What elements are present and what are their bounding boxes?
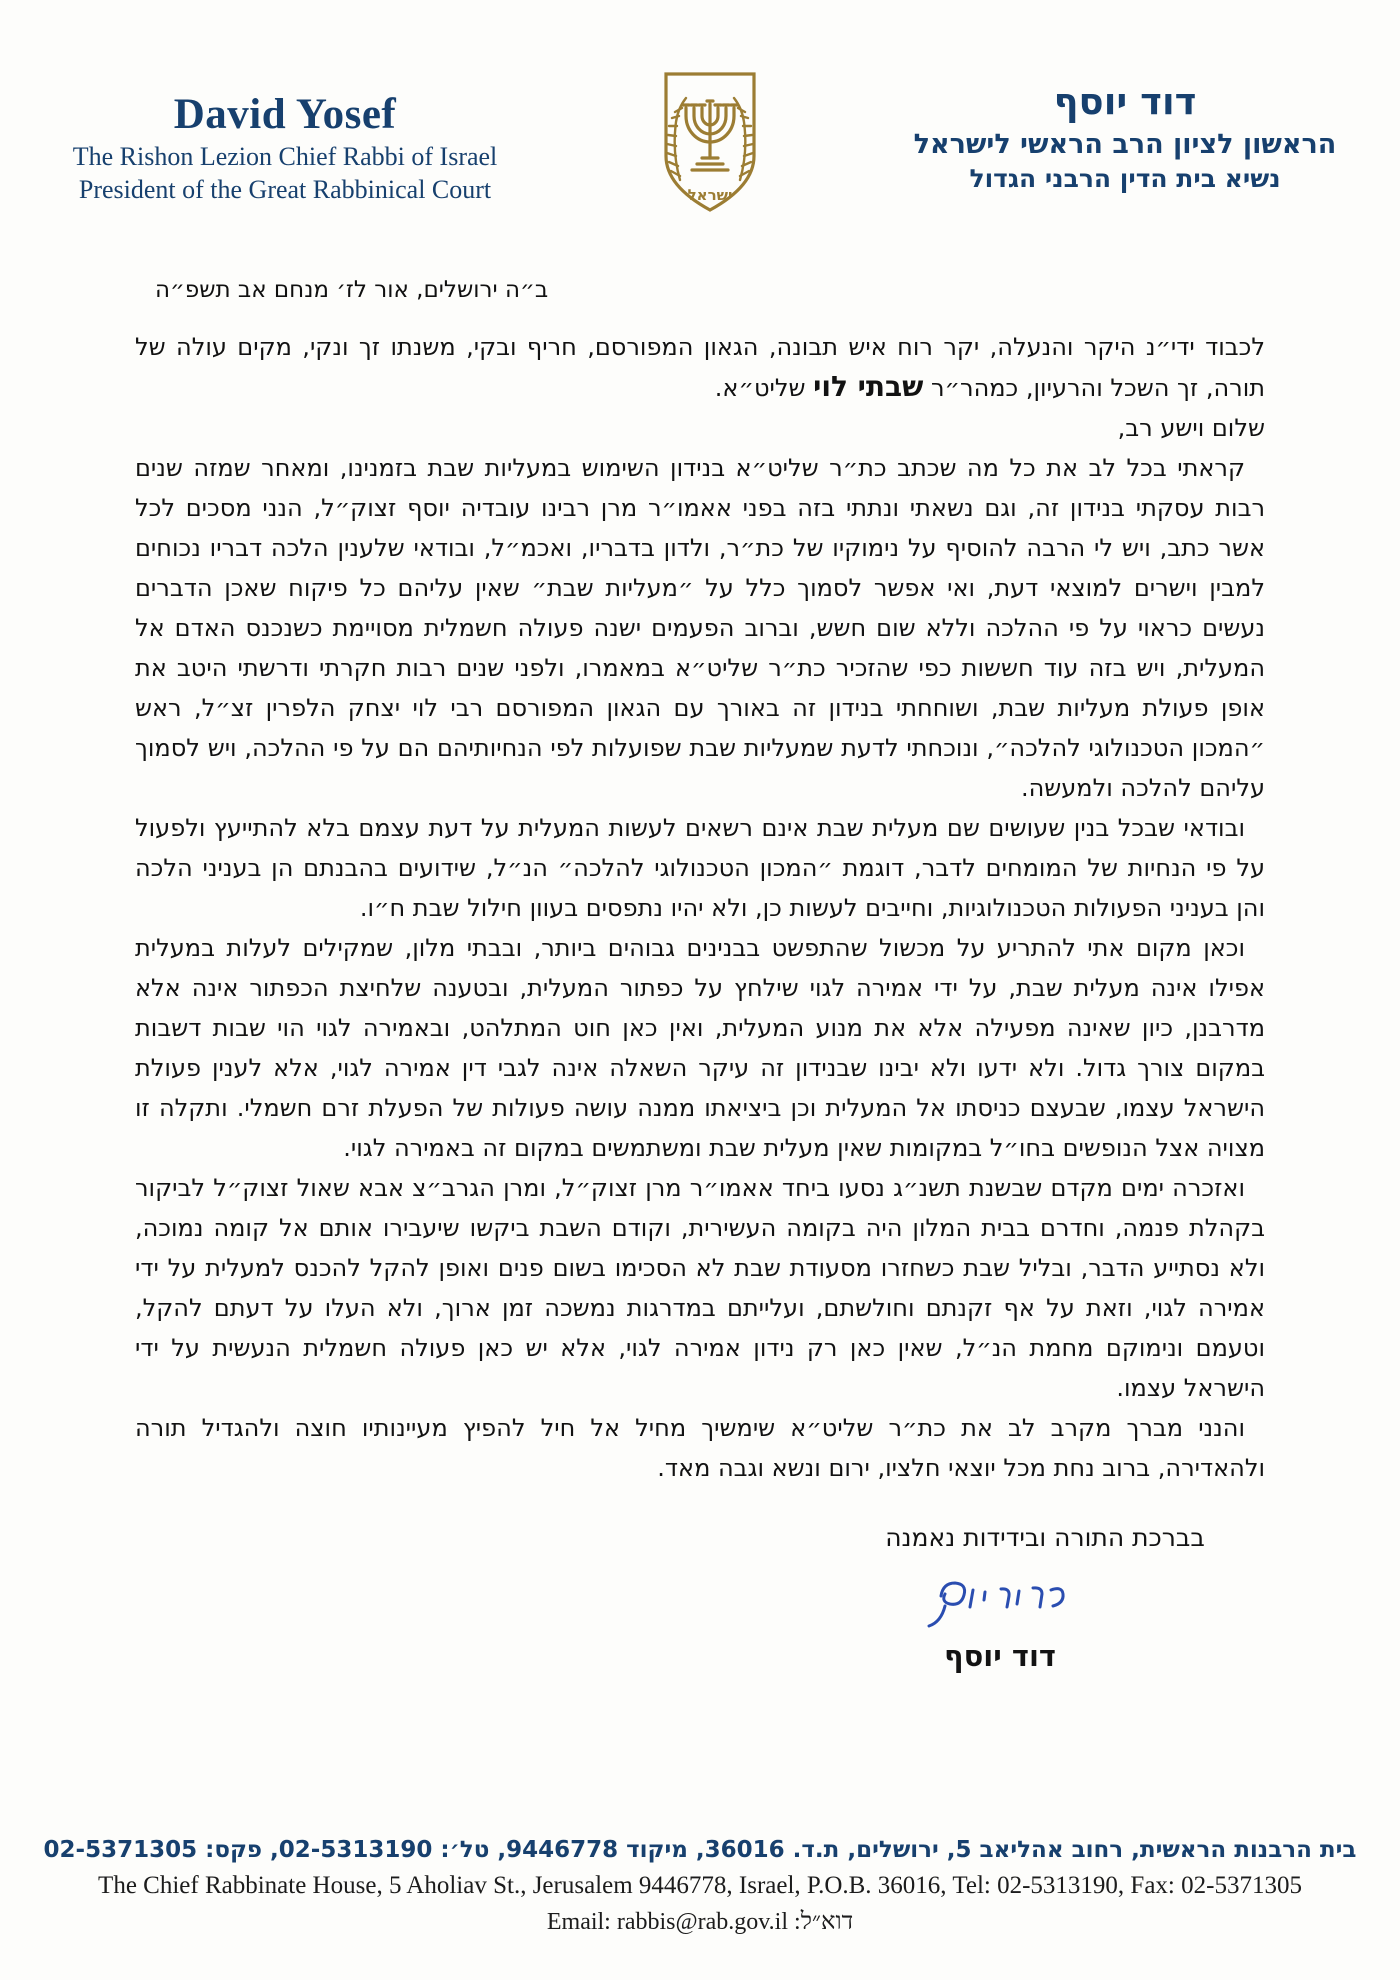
- greeting-line: שלום וישע רב,: [1117, 414, 1265, 442]
- body-paragraph: וכאן מקום אתי להתריע על מכשול שהתפשט בבנינים גבוהים ביותר, ובבתי מלון, שמקילים לעלות במעלית אפילו אינה מעלית שבת, על ידי אמירה לגוי שילחץ על כפתור המעלית, ובטענה שלחיצת הכפתור אינה אלא מדרבנן, כיון שאינה מפעילה אלא את מנוע המעלית, ואין כאן חוט המתלהט, ובאמירה לגוי הוי שבות דשבות במקום צורך גדול. ולא ידעו ולא יבינו שבנידון זה עיקר השאלה אינה לגבי דין אמירה לגוי, אלא לענין פעולת הישראל עצמו, שבעצם כניסתו אל המעלית וכן ביציאתו ממנה עושה פעולות של הפעלת זרם חשמלי. ותקלה זו מצויה אצל הנופשים בחו״ל במקומות שאין מעלית שבת ומשתמשים במקום זה באמירה לגוי.: [135, 934, 1265, 1162]
- closing-block: [825, 1518, 1265, 1676]
- email-address: rabbis@rab.gov.il: [616, 1909, 789, 1935]
- sender-name-hebrew: דוד יוסף: [1053, 80, 1197, 123]
- closing-blessing: בברכת התורה ובידידות נאמנה: [885, 1523, 1205, 1552]
- letterhead: [0, 0, 1400, 223]
- addressee-name: שבתי לוי: [813, 370, 924, 403]
- footer-address-hebrew: בית הרבנות הראשית, רחוב אהליאב 5, ירושלים, ת.ד. 36016, מיקוד 9446778, טל׳: 02-5313190, פקס: 02-5371305: [43, 1837, 1357, 1863]
- body-paragraphs: [135, 448, 1265, 1488]
- date-line: ב״ה ירושלים, אור לז׳ מנחם אב תשפ״ה: [155, 277, 549, 303]
- israel-state-emblem-icon: [510, 64, 910, 223]
- sender-block-english: [60, 90, 510, 205]
- email-label-english: Email:: [546, 1909, 611, 1935]
- body-paragraph: ובודאי שבכל בנין שעושים שם מעלית שבת אינם רשאים לעשות המעלית על דעת עצמם בלא להתייעץ ולפעול על פי הנחיות של המומחים לדבר, דוגמת ״המכון הטכנולוגי להלכה״ הנ״ל, שידועים בהבנתם הן בעניני הלכה והן בעניני הפעולות הטכנולוגיות, וחייבים לעשות כן, ולא יהיו נתפסים בעוון חילול שבת ח״ו.: [135, 814, 1265, 922]
- email-label-hebrew: דוא״ל:: [794, 1909, 854, 1935]
- sender-title-english-1: The Rishon Lezion Chief Rabbi of Israel: [72, 142, 498, 171]
- letter-body: [135, 327, 1265, 1676]
- footer-email-line: [0, 1909, 1400, 1936]
- sender-title-english-2: President of the Great Rabbinical Court: [78, 175, 492, 204]
- signer-name: דוד יוסף: [944, 1639, 1056, 1673]
- body-paragraph: ואזכרה ימים מקדם שבשנת תשנ״ג נסעו ביחד אאמו״ר מרן זצוק״ל, ומרן הגרב״צ אבא שאול זצוק״ל לביקור בקהלת פנמה, וחדרם בבית המלון היה בקומה העשירית, וקודם השבת ביקשו שיעבירו אותם אל קומה נמוכה, ולא נסתייע הדבר, ובליל שבת כשחזרו מסעודת שבת לא הסכימו בשום פנים ואופן להקל להכנס למעלית על ידי אמירה לגוי, וזאת על אף זקנתם וחולשתם, ועלייתם במדרגות נמשכה זמן ארוך, ולא העלו על דעתם להקל, וטעמם ונימוקם מחמת הנ״ל, שאין כאן רק נידון אמירה לגוי, אלא יש כאן פעולה חשמלית הנעשית על ידי הישראל עצמו.: [135, 1174, 1265, 1402]
- sender-title-hebrew-2: נשיא בית הדין הרבני הגדול: [969, 164, 1281, 193]
- email-line-english: [547, 1909, 788, 1935]
- body-paragraph: קראתי בכל לב את כל מה שכתב כת״ר שליט״א בנידון השימוש במעליות שבת בזמנינו, ומאחר שמזה שנים רבות עסקתי בנידון זה, וגם נשאתי ונתתי בזה בפני אאמו״ר מרן רבינו עובדיה יוסף זצוק״ל, הנני מסכים לכל אשר כתב, ויש לי הרבה להוסיף על נימוקיו של כת״ר, ולדון בדבריו, ואכמ״ל, ובודאי שלענין הלכה דבריו נכוחים למבין וישרים למוצאי דעת, ואי אפשר לסמוך כלל על ״מעליות שבת״ שאין עליהם כל פיקוח שאכן הדברים נעשים כראוי על פי ההלכה וללא שום חשש, וברוב הפעמים ישנה פעולה חשמלית מסויימת כשנכנס האדם אל המעלית, ויש בזה עוד חששות כפי שהזכיר כת״ר שליט״א במאמרו, ולפני שנים רבות חקרתי ודרשתי היטב את אופן פעולת מעליות שבת, ושוחחתי בנידון זה באורך עם הגאון המפורסם רבי לוי יצחק הלפרין זצ״ל, ראש ״המכון הטכנולוגי להלכה״, ונוכחתי לדעת שמעליות שבת שפועלות לפי הנחיותיהם הם על פי ההלכה, ויש לסמוך עליהם להלכה ולמעשה.: [135, 454, 1265, 802]
- sender-name-english: David Yosef: [173, 91, 397, 138]
- salutation-suffix: שליט״א.: [714, 374, 814, 402]
- footer: [0, 1837, 1400, 1936]
- salutation: [135, 327, 1265, 408]
- salutation-text: לכבוד ידי״נ היקר והנעלה, יקר רוח איש תבונה, הגאון המפורסם, חריף ובקי, משנתו זך ונקי, מקים עולה של תורה, זך השכל והרעיון, כמהר״ר: [135, 333, 1265, 402]
- emblem-israel-label: ישראל: [687, 186, 733, 204]
- sender-title-hebrew-1: הראשון לציון הרב הראשי לישראל: [913, 129, 1337, 160]
- handwritten-signature: [913, 1564, 1088, 1634]
- signature-column: [885, 1564, 1115, 1676]
- footer-address-english: The Chief Rabbinate House, 5 Aholiav St., Jerusalem 9446778, Israel, P.O.B. 36016, Tel: 02-5313190, Fax: 02-5371305: [98, 1872, 1302, 1899]
- body-paragraph: והנני מברך מקרב לב את כת״ר שליט״א שימשיך מחיל אל חיל להפיץ מעיינותיו חוצה ולהגדיל תורה ולהאדירה, ברוב נחת מכל יוצאי חלציו, ירום ונשא וגבה מאד.: [135, 1414, 1265, 1482]
- sender-block-hebrew: [910, 80, 1340, 193]
